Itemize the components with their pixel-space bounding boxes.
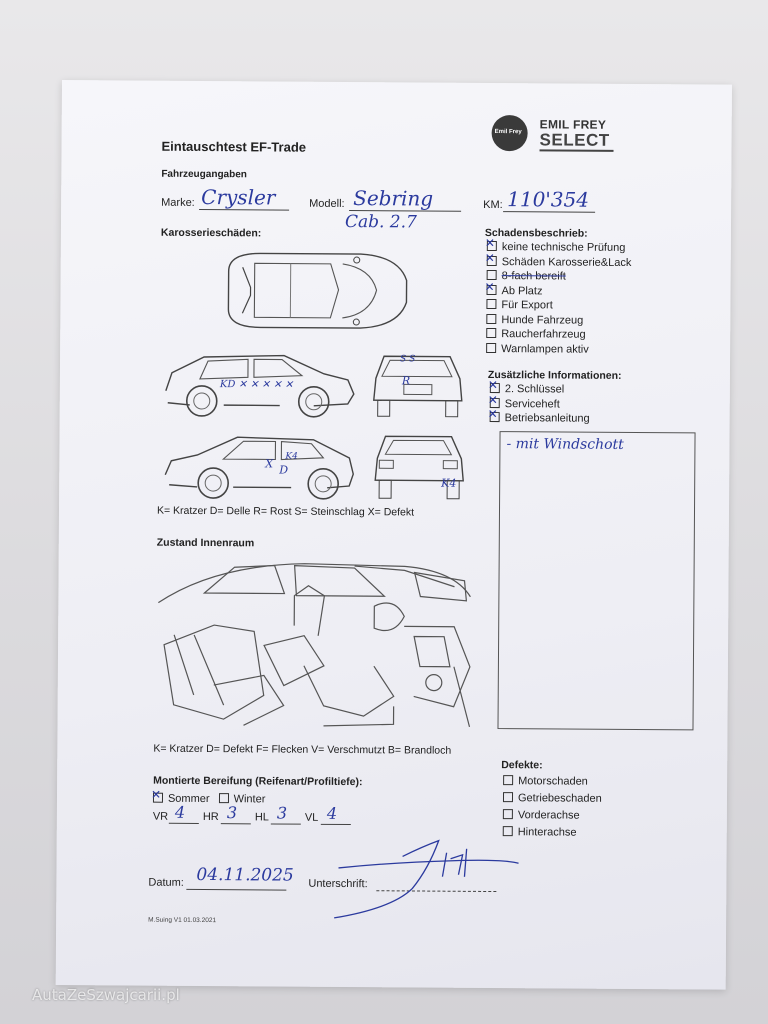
damage-description-item-label: Für Export <box>501 299 553 312</box>
defect-item-label: Hinterachse <box>517 826 577 839</box>
side-right-damage-mark-1: X <box>265 457 274 471</box>
additional-info-item <box>490 397 590 412</box>
version-text: M.Suing V1 01.03.2021 <box>148 916 217 925</box>
car-rear-view-diagram <box>371 432 465 503</box>
date-label: Datum: <box>148 876 184 889</box>
damage-description-item <box>486 299 631 315</box>
summer-label: Sommer <box>167 792 210 806</box>
damage-description-item <box>487 270 632 286</box>
additional-info-item <box>490 383 590 398</box>
additional-info-checkbox[interactable] <box>490 412 500 422</box>
additional-info-item-label: Serviceheft <box>504 397 560 410</box>
car-top-view-diagram <box>220 249 411 332</box>
damage-description-label: Schadensbeschrieb: <box>484 226 588 240</box>
damage-description-item <box>487 255 632 271</box>
damage-description-item-label: 8-fach bereift <box>501 270 566 283</box>
km-label: KM: <box>483 198 503 212</box>
damage-description-item-label: Raucherfahrzeug <box>501 328 586 341</box>
defect-item <box>503 775 602 793</box>
damage-description-item-label: keine technische Prüfung <box>501 241 626 254</box>
body-damage-legend: K= Kratzer D= Delle R= Rost S= Steinschlag X= Defekt <box>156 504 415 519</box>
defect-checkbox[interactable] <box>503 809 513 819</box>
date-value: 04.11.2025 <box>196 864 294 886</box>
hr-label: HR <box>202 811 219 824</box>
damage-description-checkbox[interactable] <box>487 255 497 265</box>
body-damage-label: Karosserieschäden: <box>160 226 262 240</box>
front-damage-marks-2: R <box>401 374 411 388</box>
interior-label: Zustand Innenraum <box>156 536 255 550</box>
damage-description-checkbox[interactable] <box>486 328 496 338</box>
damage-description-item <box>486 342 631 358</box>
damage-description-item <box>486 284 631 300</box>
damage-description-item-label: Hunde Fahrzeug <box>501 313 584 327</box>
notes-box[interactable] <box>497 431 695 730</box>
defect-item-label: Getriebeschaden <box>517 792 602 805</box>
damage-description-checkbox[interactable] <box>486 313 496 323</box>
vl-value: 4 <box>326 803 338 823</box>
rear-damage-mark: K4 <box>441 476 457 490</box>
logo-badge-icon: Emil Frey <box>492 115 528 151</box>
interior-legend: K= Kratzer D= Defekt F= Flecken V= Verschmutzt B= Brandloch <box>153 742 452 757</box>
vr-label: VR <box>152 810 169 823</box>
defect-checkbox[interactable] <box>503 826 513 836</box>
defect-item-label: Vorderachse <box>517 809 580 822</box>
summer-checkbox[interactable] <box>153 793 163 803</box>
additional-info-label: Zusätzliche Informationen: <box>487 368 622 382</box>
notes-text: - mit Windschott <box>506 436 624 453</box>
tire-type-row <box>153 793 265 806</box>
defect-item <box>503 809 602 827</box>
damage-description-checkbox[interactable] <box>486 299 496 309</box>
model-value: Sebring <box>353 186 434 211</box>
car-right-side-diagram <box>163 433 357 502</box>
form-title: Eintauschtest EF-Trade <box>161 138 307 155</box>
additional-info-item-label: Betriebsanleitung <box>504 412 590 425</box>
front-damage-marks-1: S S <box>400 354 416 365</box>
brand-logo <box>492 113 622 154</box>
defect-checkbox[interactable] <box>503 775 513 785</box>
defect-item <box>503 792 602 810</box>
defects-list <box>503 775 602 844</box>
damage-description-item-label: Ab Platz <box>501 284 543 297</box>
damage-description-item <box>486 328 631 344</box>
defect-checkbox[interactable] <box>503 792 513 802</box>
additional-info-list <box>490 383 590 427</box>
hl-value: 3 <box>276 803 288 823</box>
winter-checkbox[interactable] <box>219 793 229 803</box>
model-label: Modell: <box>309 197 345 210</box>
logo-text-top: EMIL FREY <box>539 117 607 132</box>
car-front-view-diagram <box>370 350 464 421</box>
signature-label: Unterschrift: <box>308 877 368 891</box>
damage-description-item <box>487 241 632 257</box>
damage-description-list <box>486 241 631 358</box>
damage-description-checkbox[interactable] <box>486 342 496 352</box>
hr-value: 3 <box>226 803 238 823</box>
additional-info-item <box>490 412 590 427</box>
damage-description-checkbox[interactable] <box>487 284 497 294</box>
winter-label: Winter <box>233 793 266 806</box>
additional-info-item-label: 2. Schlüssel <box>504 383 565 396</box>
side-right-damage-mark-3: K4 <box>285 451 298 462</box>
form-sheet <box>56 80 732 990</box>
car-interior-diagram <box>153 555 472 743</box>
vr-value: 4 <box>174 802 186 822</box>
signature-image <box>332 838 523 919</box>
damage-description-item-label: Warnlampen aktiv <box>501 342 589 356</box>
model-value-line2: Cab. 2.7 <box>344 211 417 233</box>
side-right-damage-mark-2: D <box>279 463 289 477</box>
vl-label: VL <box>304 811 319 824</box>
make-label: Marke: <box>161 196 195 209</box>
side-left-damage-marks: KD ✕ ✕ ✕ ✕ ✕ <box>219 379 294 391</box>
vehicle-section-label: Fahrzeugangaben <box>161 168 247 181</box>
tires-label: Montierte Bereifung (Reifenart/Profiltiefe): <box>153 774 363 789</box>
defect-item-label: Motorschaden <box>518 775 588 788</box>
damage-description-item-label: Schäden Karosserie&Lack <box>501 255 632 269</box>
defects-label: Defekte: <box>501 759 543 772</box>
logo-text-bottom: SELECT <box>539 130 610 150</box>
make-value: Crysler <box>201 184 276 210</box>
hl-label: HL <box>254 811 269 824</box>
watermark: AutaZeSzwajcarii.pl <box>32 986 180 1004</box>
damage-description-item <box>486 313 631 329</box>
km-value: 110'354 <box>507 187 590 212</box>
